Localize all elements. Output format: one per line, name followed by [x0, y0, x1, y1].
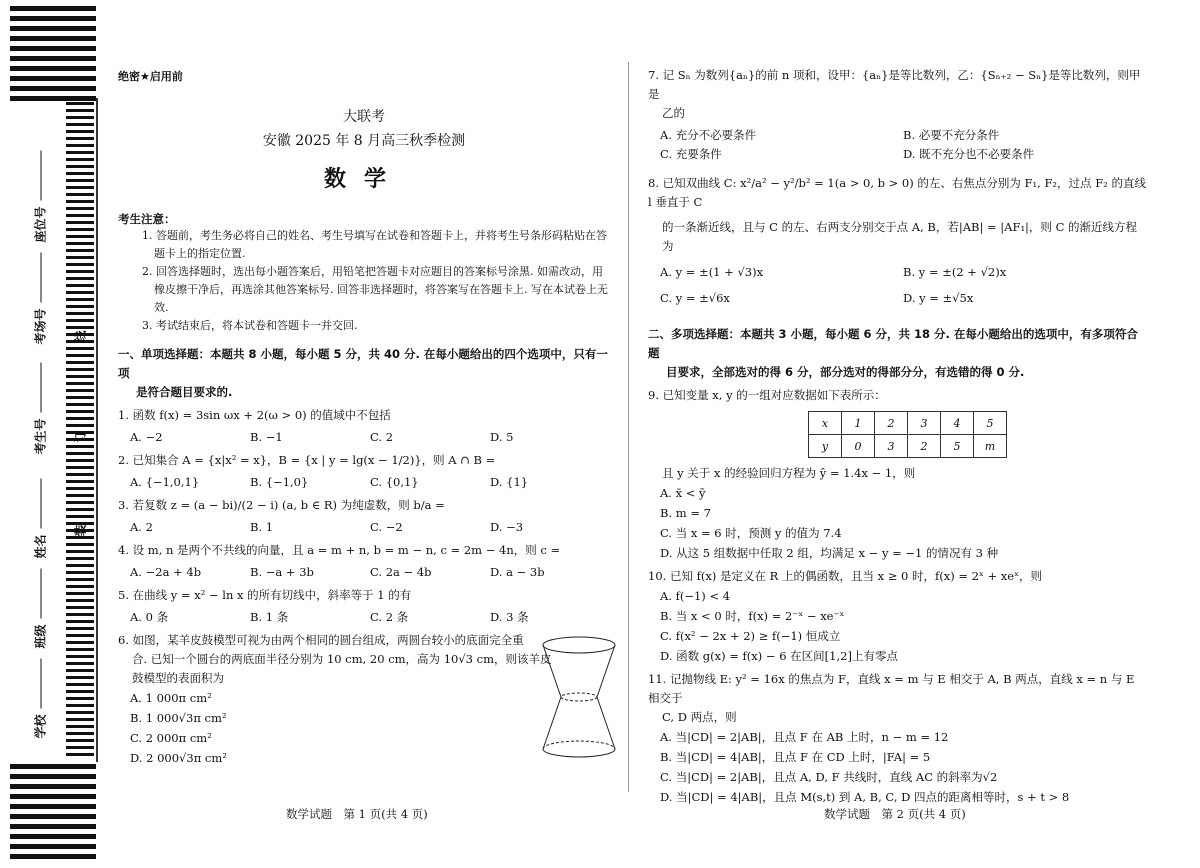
binding-tick [66, 473, 94, 476]
binding-tick [66, 312, 94, 315]
section-2-header [648, 325, 1146, 382]
table-cell: 4 [941, 412, 974, 435]
binding-tick [66, 620, 94, 623]
q10-option-d: D. 函数 g(x) = f(x) − 6 在区间[1,2]上有零点 [660, 649, 898, 663]
q5-options [118, 608, 610, 627]
q6-option-b: B. 1 000√3π cm² [130, 711, 227, 725]
left-column [118, 60, 610, 768]
binding-tick [66, 249, 94, 252]
notice-item-2: 2. 回答选择题时，选出每小题答案后，用铅笔把答题卡对应题目的答案标号涂黑. 如需改动，用橡皮擦干净后，再选涂其他答案标号. 回答非选择题时，将答案写在答题卡上. 写在本试卷上无效. [142, 265, 608, 314]
q9-option-b: B. m = 7 [660, 506, 711, 520]
binding-tick [66, 193, 94, 196]
q3-option-b: B. 1 [250, 520, 274, 534]
q1-stem: 1. 函数 f(x) = 3sin ωx + 2(ω > 0) 的值域中不包括 [118, 408, 391, 422]
q8-option-a: A. y = ±(1 + √3)x [660, 265, 764, 279]
secret-mark: 绝密★启用前 [118, 70, 183, 83]
binding-tick [66, 102, 94, 105]
binding-tick [66, 732, 94, 735]
footer-page-2: 数学试题 第 2 页(共 4 页) [824, 807, 966, 821]
q4-stem: 4. 设 m, n 是两个不共线的向量，且 a = m + n, b = m − n, c = 2m − 4n，则 c = [118, 543, 561, 557]
q10-option-c: C. f(x² − 2x + 2) ≥ f(−1) 恒成立 [660, 629, 841, 643]
binding-tick [66, 501, 94, 504]
binding-tick [66, 634, 94, 637]
school-label: 学校 [32, 658, 49, 738]
binding-tick [66, 466, 94, 469]
binding-tick [66, 186, 94, 189]
binding-tick [66, 550, 94, 553]
q10-stem: 10. 已知 f(x) 是定义在 R 上的偶函数，且当 x ≥ 0 时，f(x) = 2ˣ + xeˣ，则 [648, 569, 1042, 583]
q1-option-b: B. −1 [250, 430, 283, 444]
notice-item-3: 3. 考试结束后，将本试卷和答题卡一并交回. [142, 319, 358, 332]
exam-room-label: 考场号 [32, 252, 49, 344]
section-1-line-1: 一、单项选择题：本题共 8 小题，每小题 5 分，共 40 分. 在每小题给出的四个选项中，只有一项 [118, 347, 608, 380]
q4-options [118, 563, 610, 582]
binding-tick [66, 207, 94, 210]
binding-tick [66, 746, 94, 749]
binding-tick [66, 494, 94, 497]
notice-item-1: 1. 答题前，考生务必将自己的姓名、考生号填写在试卷和答题卡上，并将考生号条形码粘贴在答题卡上的指定位置. [142, 229, 607, 260]
subject-title: 数学 [323, 167, 404, 192]
cut-char-pack: 装 [73, 524, 88, 537]
binding-tick [66, 179, 94, 182]
binding-tick [66, 382, 94, 385]
table-row [809, 435, 1007, 458]
q7-option-a: A. 充分不必要条件 [660, 128, 757, 142]
binding-tick [66, 221, 94, 224]
binding-tick [66, 165, 94, 168]
q3-option-d: D. −3 [490, 520, 524, 534]
binding-tick [66, 200, 94, 203]
section-2-line-2: 目要求，全部选对的得 6 分，部分选对的得部分分，有选错的得 0 分. [666, 365, 1025, 379]
q11-stem-line-1: 11. 记抛物线 E: y² = 16x 的焦点为 F，直线 x = m 与 E 相交于 A, B 两点，直线 x = n 与 E 相交于 [648, 672, 1135, 705]
binding-tick [66, 711, 94, 714]
binding-tick [66, 151, 94, 154]
binding-tick [66, 277, 94, 280]
q1-option-d: D. 5 [490, 430, 514, 444]
binding-tick [66, 123, 94, 126]
binding-tick [66, 592, 94, 595]
binding-tick [66, 347, 94, 350]
binding-tick [66, 305, 94, 308]
q1-option-c: C. 2 [370, 430, 394, 444]
binding-tick [66, 172, 94, 175]
binding-tick [66, 725, 94, 728]
binding-tick [66, 284, 94, 287]
binding-tick [66, 389, 94, 392]
q3-option-c: C. −2 [370, 520, 403, 534]
binding-tick [66, 256, 94, 259]
binding-tick [66, 515, 94, 518]
q6-stem-line-1: 6. 如图，某羊皮鼓模型可视为由两个相同的圆台组成，两圆台较小的底面完全重 [118, 633, 524, 647]
table-cell: 2 [875, 412, 908, 435]
binding-tick [66, 319, 94, 322]
binding-tick [66, 116, 94, 119]
q9-stem: 9. 已知变量 x, y 的一组对应数据如下表所示： [648, 388, 886, 402]
drum-model-figure [538, 635, 620, 761]
binding-tick [66, 564, 94, 567]
binding-tick [66, 627, 94, 630]
q11-option-a: A. 当|CD| = 2|AB|，且点 F 在 AB 上时，n − m = 12 [660, 730, 949, 744]
table-cell: 1 [842, 412, 875, 435]
binding-tick [66, 214, 94, 217]
binding-tick [66, 676, 94, 679]
q9-option-c: C. 当 x = 6 时，预测 y 的值为 7.4 [660, 526, 842, 540]
q7-options [648, 126, 1146, 164]
q8-stem-line-2: 的一条渐近线，且与 C 的左、右两支分别交于点 A, B，若|AB| = |AF₁|，则 C 的渐近线方程为 [662, 220, 1138, 253]
q10-option-a: A. f(−1) < 4 [660, 589, 731, 603]
q9-option-a: A. x̄ < ȳ [660, 486, 706, 500]
q8-option-d: D. y = ±√5x [903, 291, 974, 305]
binding-tick [66, 410, 94, 413]
binding-tick [66, 557, 94, 560]
q5-option-a: A. 0 条 [130, 610, 169, 624]
q8-stem-line-1: 8. 已知双曲线 C: x²/a² − y²/b² = 1(a > 0, b > 0) 的左、右焦点分别为 F₁, F₂，过点 F₂ 的直线 l 垂直于 C [648, 176, 1146, 209]
q8-options [648, 259, 1146, 311]
name-label: 姓名 [32, 478, 49, 558]
q5-option-d: D. 3 条 [490, 610, 529, 624]
q8-option-c: C. y = ±√6x [660, 291, 730, 305]
q4-option-a: A. −2a + 4b [130, 565, 202, 579]
binding-tick [66, 487, 94, 490]
q7-option-d: D. 既不充分也不必要条件 [903, 147, 1035, 161]
binding-tick [66, 375, 94, 378]
q2-option-d: D. {1} [490, 475, 529, 489]
right-column [648, 60, 1146, 807]
class-label: 班级 [32, 568, 49, 648]
q6-option-c: C. 2 000π cm² [130, 731, 212, 745]
q7-option-c: C. 充要条件 [660, 147, 722, 161]
section-1-header [118, 345, 610, 402]
binding-tick [66, 543, 94, 546]
q4-option-b: B. −a + 3b [250, 565, 314, 579]
binding-tick [66, 242, 94, 245]
q7-stem-line-1: 7. 记 Sₙ 为数列{aₙ}的前 n 项和，设甲：{aₙ}是等比数列，乙：{Sₙ₊₂ − Sₙ}是等比数列，则甲是 [648, 68, 1141, 101]
binding-tick [66, 291, 94, 294]
q9-after-table: 且 y 关于 x 的经验回归方程为 ŷ = 1.4x − 1，则 [662, 466, 916, 480]
binding-tick [66, 417, 94, 420]
exam-title: 安徽 2025 年 8 月高三秋季检测 [262, 133, 466, 149]
binding-tick [66, 753, 94, 756]
q7-stem-line-2: 乙的 [662, 106, 685, 120]
binding-tick [66, 228, 94, 231]
q7-option-b: B. 必要不充分条件 [903, 128, 1000, 142]
q3-options [118, 518, 610, 537]
q5-option-b: B. 1 条 [250, 610, 289, 624]
binding-tick [66, 690, 94, 693]
q2-options [118, 473, 610, 492]
q2-stem: 2. 已知集合 A = {x|x² = x}，B = {x | y = lg(x − 1/2)}，则 A ∩ B = [118, 453, 496, 467]
notice-title: 考生注意： [118, 212, 176, 226]
q11-option-d: D. 当|CD| = 4|AB|，且点 M(s,t) 到 A, B, C, D 四点的距离相等时，s + t > 8 [660, 790, 1070, 804]
binding-tick [66, 697, 94, 700]
binding-tick [66, 669, 94, 672]
q2-option-a: A. {−1,0,1} [130, 475, 200, 489]
binding-tick [66, 424, 94, 427]
candidate-number-label: 考生号 [32, 362, 49, 454]
binding-tick [66, 354, 94, 357]
binding-tick [66, 655, 94, 658]
binding-tick [66, 452, 94, 455]
binding-tick [66, 662, 94, 665]
q11-stem-line-2: C, D 两点，则 [662, 710, 737, 724]
q5-stem: 5. 在曲线 y = x² − ln x 的所有切线中，斜率等于 1 的有 [118, 588, 412, 602]
q8-option-b: B. y = ±(2 + √2)x [903, 265, 1007, 279]
binding-tick [66, 683, 94, 686]
q1-option-a: A. −2 [130, 430, 163, 444]
column-divider [628, 62, 629, 792]
table-cell: y [809, 435, 842, 458]
binding-tick [66, 585, 94, 588]
cut-char-bind: 订 [73, 430, 88, 443]
exam-org: 大联考 [343, 109, 385, 125]
q6-stem-line-2: 合. 已知一个圆台的两底面半径分别为 10 cm, 20 cm，高为 10√3 cm，则该羊皮 [132, 652, 552, 666]
q3-option-a: A. 2 [130, 520, 153, 534]
q9-option-d: D. 从这 5 组数据中任取 2 组，均满足 x − y = −1 的情况有 3 种 [660, 546, 999, 560]
binding-tick [66, 480, 94, 483]
binding-tick [66, 396, 94, 399]
table-cell: m [974, 435, 1007, 458]
q4-option-c: C. 2a − 4b [370, 565, 432, 579]
q1-options [118, 428, 610, 447]
table-cell: 5 [941, 435, 974, 458]
binding-tick [66, 508, 94, 511]
binding-tick [66, 459, 94, 462]
binding-tick [66, 109, 94, 112]
q10-option-b: B. 当 x < 0 时，f(x) = 2⁻ˣ − xe⁻ˣ [660, 609, 845, 623]
binding-tick [66, 578, 94, 581]
q9-data-table [808, 411, 1007, 458]
binding-tick [66, 641, 94, 644]
table-cell: 0 [842, 435, 875, 458]
table-cell: 5 [974, 412, 1007, 435]
binding-tick [66, 368, 94, 371]
q3-stem: 3. 若复数 z = (a − bi)/(2 − i) (a, b ∈ R) 为纯虚数，则 b/a = [118, 498, 445, 512]
binding-tick [66, 298, 94, 301]
binding-tick [66, 718, 94, 721]
binding-tick [66, 235, 94, 238]
binding-tick [66, 445, 94, 448]
table-cell: 3 [908, 412, 941, 435]
binding-tick [66, 613, 94, 616]
q11-option-b: B. 当|CD| = 4|AB|，且点 F 在 CD 上时，|FA| = 5 [660, 750, 931, 764]
binding-tick [66, 326, 94, 329]
table-cell: x [809, 412, 842, 435]
binding-tick [66, 270, 94, 273]
section-2-line-1: 二、多项选择题：本题共 3 小题，每小题 6 分，共 18 分. 在每小题给出的选项中，有多项符合题 [648, 327, 1138, 360]
q6-stem-line-3: 鼓模型的表面积为 [132, 671, 224, 685]
binding-tick [66, 599, 94, 602]
q2-option-b: B. {−1,0} [250, 475, 309, 489]
q2-option-c: C. {0,1} [370, 475, 419, 489]
table-row [809, 412, 1007, 435]
binding-tick [66, 144, 94, 147]
binding-tick [66, 704, 94, 707]
binding-tick [66, 361, 94, 364]
binding-tick [66, 130, 94, 133]
binding-stripes-bottom [10, 764, 96, 864]
binding-tick [66, 263, 94, 266]
binding-line [96, 98, 98, 762]
binding-tick [66, 158, 94, 161]
table-cell: 3 [875, 435, 908, 458]
q6-option-a: A. 1 000π cm² [130, 691, 212, 705]
binding-tick [66, 571, 94, 574]
binding-tick [66, 403, 94, 406]
binding-tick [66, 137, 94, 140]
binding-tick [66, 739, 94, 742]
binding-stripes-top [10, 6, 96, 106]
q11-option-c: C. 当|CD| = 2|AB|，且点 A, D, F 共线时，直线 AC 的斜率为√2 [660, 770, 998, 784]
binding-tick [66, 606, 94, 609]
q5-option-c: C. 2 条 [370, 610, 409, 624]
footer-page-1: 数学试题 第 1 页(共 4 页) [286, 807, 428, 821]
seat-number-label: 座位号 [32, 150, 49, 242]
section-1-line-2: 是符合题目要求的. [136, 385, 233, 399]
table-cell: 2 [908, 435, 941, 458]
cut-char-line: 线 [73, 330, 88, 343]
q6-option-d: D. 2 000√3π cm² [130, 751, 227, 765]
binding-tick [66, 648, 94, 651]
q4-option-d: D. a − 3b [490, 565, 545, 579]
